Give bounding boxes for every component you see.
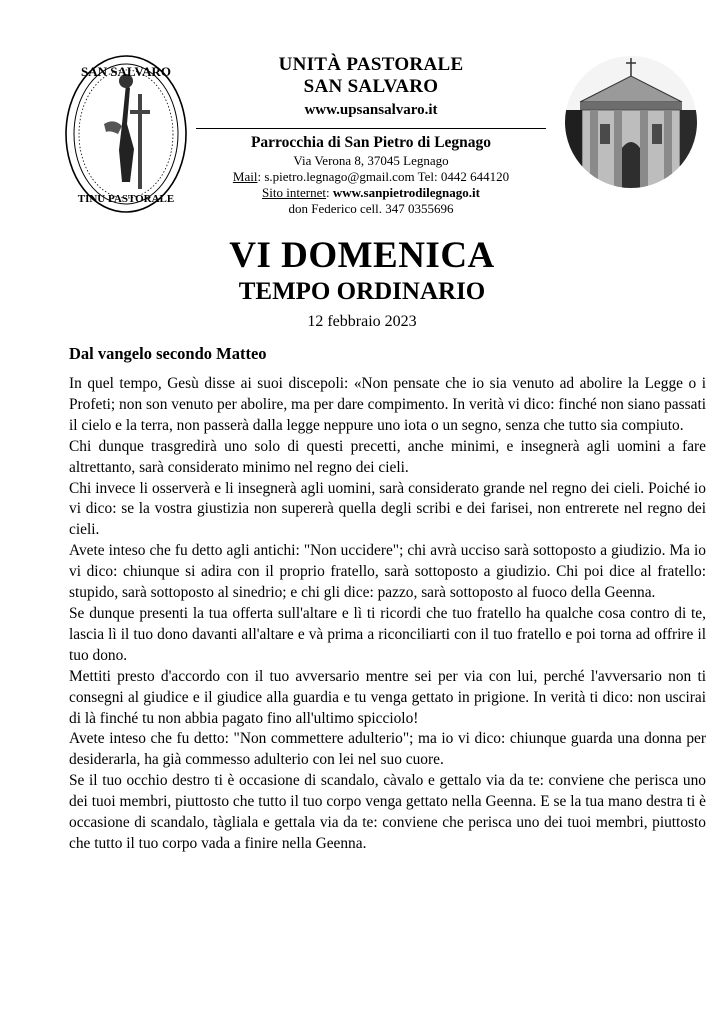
gospel-heading: Dal vangelo secondo Matteo <box>69 344 267 363</box>
parish-priest-contact: don Federico cell. 347 0355696 <box>288 201 454 216</box>
mail-label: Mail <box>232 169 258 184</box>
parish-address: Via Verona 8, 37045 Legnago <box>293 153 449 168</box>
title-block <box>0 236 724 332</box>
main-title: VI DOMENICA <box>229 235 495 276</box>
gospel-paragraph: Chi invece li osserverà e li insegnerà agli uomini, sarà considerato grande nel regno dei cieli. Poiché io vi dico: se la vostra giustizia non supererà quella degli scribi e dei farisei, non entrerete nel regno dei cieli. <box>69 479 706 539</box>
gospel-paragraph: Mettiti presto d'accordo con il tuo avversario mentre sei per via con lui, perché l'avversario non ti consegni al giudice e il giudice alla guardia e tu venga gettato in prigione. In verità ti dico: non uscirai di là finché tu non abbia pagato fino all'ultimo spicciolo! <box>69 667 706 727</box>
parish-mail-line <box>196 169 546 185</box>
unita-pastorale-title: UNITÀ PASTORALE <box>278 54 464 75</box>
gospel-paragraph: Se dunque presenti la tua offerta sull'altare e lì ti ricordi che tuo fratello ha qualche cosa contro di te, lascia lì il tuo dono davanti all'altare e và prima a riconciliarti con il tuo fratello e poi torna ad offrire il tuo dono. <box>69 604 706 664</box>
mail-value[interactable]: : s.pietro.legnago@gmail.com Tel: 0442 644120 <box>257 169 510 184</box>
seal-lower-text: TINU PASTORALE <box>77 193 175 205</box>
unita-pastorale-seal-logo <box>64 54 188 214</box>
seal-ring-text: SAN SALVARO <box>81 64 171 79</box>
liturgy-date: 12 febbraio 2023 <box>307 313 417 330</box>
sub-title: TEMPO ORDINARIO <box>238 278 486 305</box>
gospel-paragraph: In quel tempo, Gesù disse ai suoi discepoli: «Non pensate che io sia venuto ad abolire la Legge o i Profeti; non son venuto per abolire, ma per dare compimento. In verità vi dico: finché non siano passati il cielo e la terra, non passerà dalla legge neppure uno iota o un segno, senza che tutto sia compiuto. <box>69 375 706 434</box>
gospel-paragraph: Se il tuo occhio destro ti è occasione di scandalo, càvalo e gettalo via da te: conviene che perisca uno dei tuoi membri, piuttosto che tutto il tuo corpo venga gettato nella Geenna. E se la tua mano destra ti è occasione di scandalo, tàgliala e gettala via da te: conviene che perisca uno dei tuoi membri, piuttosto che tutto il tuo corpo vada a finire nella Geenna. <box>69 772 706 852</box>
parish-site-line <box>196 185 546 201</box>
gospel-paragraph: Avete inteso che fu detto: "Non commettere adulterio"; ma io vi dico: chiunque guarda una donna per desiderarla, ha già commesso adulterio con lei nel suo cuore. <box>69 730 706 769</box>
site-colon: : <box>325 185 333 200</box>
gospel-paragraph: Avete inteso che fu detto agli antichi: "Non uccidere"; chi avrà ucciso sarà sottoposto a giudizio. Ma io vi dico: chiunque si adira con il proprio fratello, sarà sottoposto a giudizio. Chi poi dice al fratello: stupido, sarà sottoposto al sinedrio; e chi gli dice: pazzo, sarà sottoposto al fuoco della Geenna. <box>69 542 706 602</box>
gospel-body <box>69 374 706 855</box>
church-facade-image <box>560 50 702 190</box>
parrocchia-name: Parrocchia di San Pietro di Legnago <box>250 134 492 151</box>
gospel-paragraph: Chi dunque trasgredirà uno solo di questi precetti, anche minimi, e insegnerà agli uomini a fare altrettanto, sarà considerato minimo nel regno dei cieli. <box>69 437 706 476</box>
parish-header <box>196 54 546 217</box>
site-label: Sito internet <box>262 185 326 200</box>
unita-pastorale-name: SAN SALVARO <box>303 76 439 97</box>
unita-website-link[interactable]: www.upsansalvaro.it <box>304 102 438 118</box>
site-value-link[interactable]: www.sanpietrodilegnago.it <box>332 185 480 200</box>
header-divider <box>196 128 546 129</box>
